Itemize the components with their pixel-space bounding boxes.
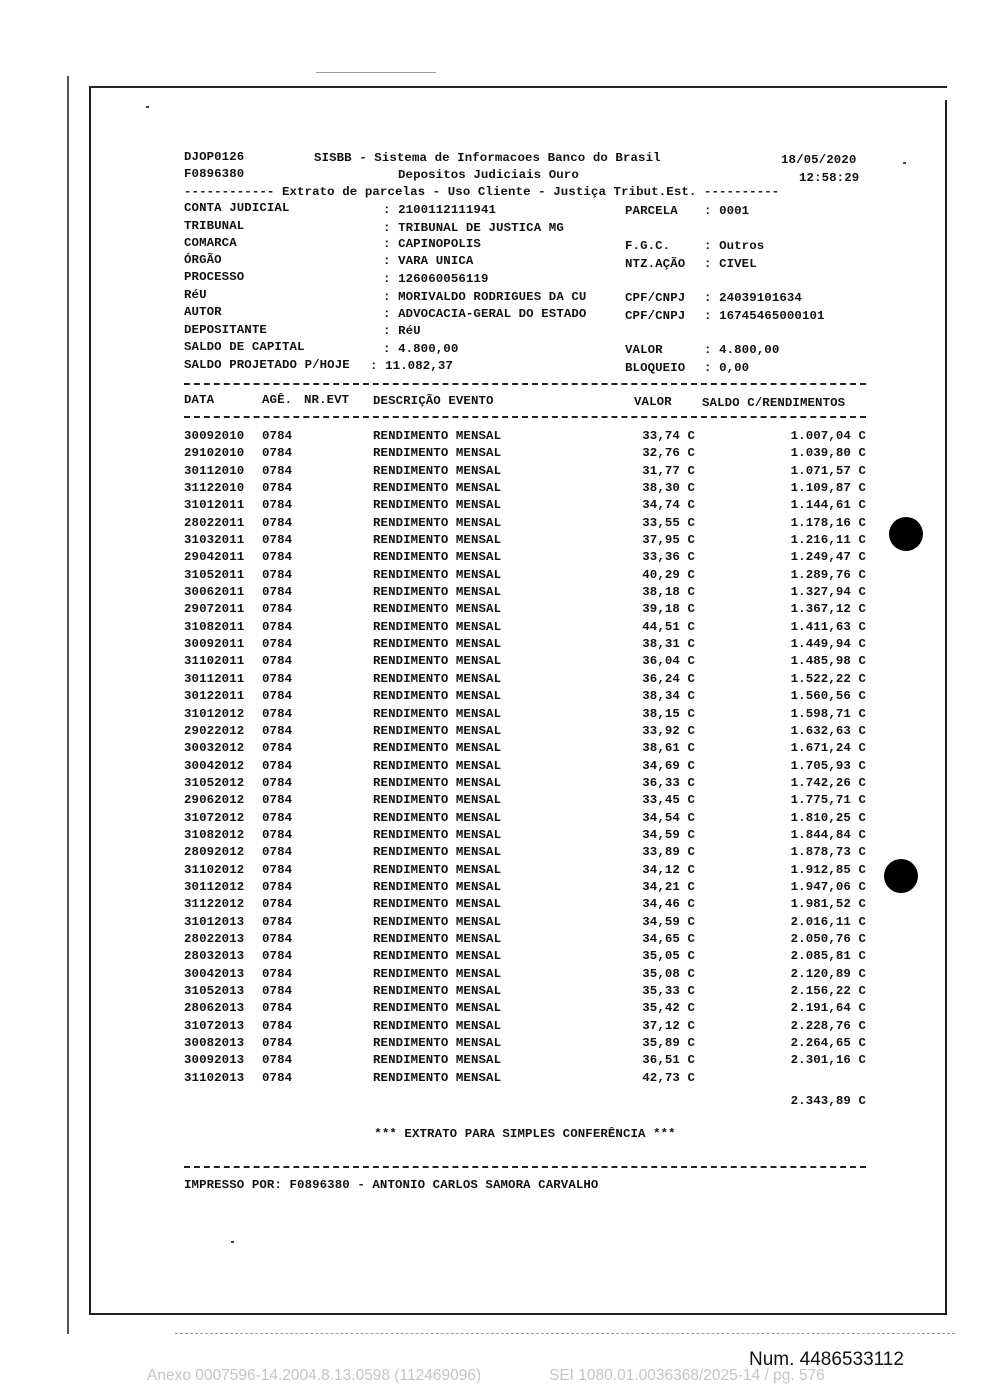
final-balance: 2.343,89 C: [790, 1094, 866, 1108]
table-row: [0, 897, 991, 914]
row-description: RENDIMENTO MENSAL: [373, 862, 502, 877]
row-balance: 1.367,12 C: [790, 602, 866, 617]
row-agency: 0784: [262, 862, 293, 877]
row-description: RENDIMENTO MENSAL: [373, 689, 502, 704]
row-agency: 0784: [262, 637, 293, 652]
row-date: 31012012: [184, 706, 245, 721]
row-date: 29072011: [184, 602, 245, 617]
row-agency: 0784: [262, 723, 293, 738]
table-row: [0, 759, 991, 776]
table-row: [0, 498, 991, 515]
row-balance: 1.007,04 C: [790, 429, 866, 443]
scan-speck: [231, 1241, 234, 1243]
row-date: 31052013: [184, 984, 245, 998]
row-agency: 0784: [262, 827, 293, 842]
table-row: [0, 828, 991, 845]
table-row: [0, 464, 991, 481]
row-value: 34,12 C: [642, 862, 695, 877]
row-balance: 1.705,93 C: [790, 758, 866, 773]
row-date: 30042012: [184, 758, 245, 773]
row-value: 34,74 C: [642, 498, 695, 513]
row-balance: 1.947,06 C: [790, 879, 866, 894]
row-value: 32,76 C: [642, 446, 695, 461]
scan-bottom-dashes: [175, 1333, 955, 1334]
row-date: 30122011: [184, 689, 245, 704]
row-value: 31,77 C: [642, 463, 695, 478]
scan-speck: [146, 106, 149, 108]
row-balance: 2.120,89 C: [790, 966, 866, 981]
field-value-tribunal: : TRIBUNAL DE JUSTICA MG: [383, 221, 564, 235]
table-row: [0, 845, 991, 862]
row-date: 29022012: [184, 723, 245, 738]
row-value: 33,92 C: [642, 723, 695, 738]
row-value: 44,51 C: [642, 619, 695, 634]
row-value: 34,65 C: [642, 931, 695, 946]
row-balance: 1.411,63 C: [790, 619, 866, 634]
row-agency: 0784: [262, 966, 293, 981]
row-value: 36,33 C: [642, 775, 695, 790]
row-description: RENDIMENTO MENSAL: [373, 706, 502, 721]
row-agency: 0784: [262, 689, 293, 704]
row-date: 29042011: [184, 550, 245, 565]
row-date: 28022013: [184, 931, 245, 946]
row-description: RENDIMENTO MENSAL: [373, 931, 502, 946]
row-description: RENDIMENTO MENSAL: [373, 1018, 502, 1033]
row-agency: 0784: [262, 602, 293, 617]
row-agency: 0784: [262, 1001, 293, 1016]
row-date: 31012011: [184, 498, 245, 513]
field-value-processo: : 126060056119: [383, 272, 489, 286]
row-date: 29062012: [184, 793, 245, 808]
row-description: RENDIMENTO MENSAL: [373, 671, 502, 686]
row-agency: 0784: [262, 567, 293, 582]
row-agency: 0784: [262, 619, 293, 634]
table-row: [0, 481, 991, 498]
row-date: 31072012: [184, 810, 245, 825]
row-description: RENDIMENTO MENSAL: [373, 1070, 502, 1085]
field-label-conta-judicial: CONTA JUDICIAL: [184, 201, 290, 215]
table-row: [0, 1071, 991, 1088]
col-header-descricao: DESCRIÇÃO EVENTO: [373, 394, 494, 408]
row-balance: 2.050,76 C: [790, 931, 866, 946]
row-value: 33,89 C: [642, 845, 695, 860]
field-label-autor-cpf: CPF/CNPJ: [625, 309, 686, 323]
row-value: 35,42 C: [642, 1001, 695, 1016]
row-date: 30092010: [184, 429, 245, 443]
row-balance: 2.156,22 C: [790, 984, 866, 998]
row-date: 30092011: [184, 637, 245, 652]
row-date: 31082011: [184, 619, 245, 634]
row-balance: 1.289,76 C: [790, 567, 866, 582]
row-agency: 0784: [262, 585, 293, 600]
table-row: [0, 724, 991, 741]
row-description: RENDIMENTO MENSAL: [373, 1053, 502, 1068]
row-date: 30112011: [184, 671, 245, 686]
row-balance: 2.016,11 C: [790, 914, 866, 929]
field-label-bloqueio: BLOQUEIO: [625, 361, 686, 375]
table-row: [0, 915, 991, 932]
row-value: 36,51 C: [642, 1053, 695, 1068]
field-value-saldo-projetado: : 11.082,37: [370, 359, 453, 373]
row-description: RENDIMENTO MENSAL: [373, 533, 502, 548]
row-agency: 0784: [262, 1053, 293, 1068]
row-date: 31102013: [184, 1070, 245, 1085]
row-description: RENDIMENTO MENSAL: [373, 758, 502, 773]
field-label-fgc: F.G.C.: [625, 239, 671, 253]
row-value: 38,61 C: [642, 741, 695, 756]
table-row: [0, 863, 991, 880]
separator-rule: [184, 383, 866, 385]
row-date: 31032011: [184, 533, 245, 548]
user-code: F0896380: [184, 167, 245, 181]
row-balance: 1.449,94 C: [790, 637, 866, 652]
row-date: 31102012: [184, 862, 245, 877]
row-agency: 0784: [262, 671, 293, 686]
row-balance: 1.109,87 C: [790, 481, 866, 496]
row-date: 31082012: [184, 827, 245, 842]
row-description: RENDIMENTO MENSAL: [373, 446, 502, 461]
separator-rule: [184, 416, 866, 418]
system-code: DJOP0126: [184, 150, 245, 164]
document-number: Num. 4486533112: [749, 1349, 904, 1370]
row-value: 36,24 C: [642, 671, 695, 686]
row-balance: 1.844,84 C: [790, 827, 866, 842]
row-description: RENDIMENTO MENSAL: [373, 498, 502, 513]
row-agency: 0784: [262, 949, 293, 964]
field-value-conta-judicial: : 2100112111941: [383, 203, 497, 217]
field-label-reu: RéU: [184, 288, 207, 302]
row-agency: 0784: [262, 533, 293, 548]
row-date: 30082013: [184, 1036, 245, 1051]
row-balance: 1.810,25 C: [790, 810, 866, 825]
field-label-tribunal: TRIBUNAL: [184, 219, 245, 233]
row-balance: 1.485,98 C: [790, 654, 866, 669]
row-date: 30112012: [184, 879, 245, 894]
row-value: 39,18 C: [642, 602, 695, 617]
row-agency: 0784: [262, 793, 293, 808]
row-date: 29102010: [184, 446, 245, 461]
field-value-autor: : ADVOCACIA-GERAL DO ESTADO: [383, 307, 587, 321]
row-value: 38,34 C: [642, 689, 695, 704]
row-description: RENDIMENTO MENSAL: [373, 879, 502, 894]
row-agency: 0784: [262, 741, 293, 756]
field-label-reu-cpf: CPF/CNPJ: [625, 291, 686, 305]
row-balance: 1.671,24 C: [790, 741, 866, 756]
table-row: [0, 793, 991, 810]
row-description: RENDIMENTO MENSAL: [373, 481, 502, 496]
row-description: RENDIMENTO MENSAL: [373, 429, 502, 443]
row-agency: 0784: [262, 1018, 293, 1033]
field-value-ntz-acao: : CIVEL: [704, 257, 757, 271]
row-agency: 0784: [262, 429, 293, 443]
table-row: [0, 967, 991, 984]
row-date: 30062011: [184, 585, 245, 600]
row-agency: 0784: [262, 897, 293, 912]
row-balance: 1.981,52 C: [790, 897, 866, 912]
row-date: 31122012: [184, 897, 245, 912]
table-row: [0, 1053, 991, 1070]
table-row: [0, 672, 991, 689]
field-value-depositante: : RéU: [383, 324, 421, 338]
row-balance: 1.249,47 C: [790, 550, 866, 565]
row-value: 34,21 C: [642, 879, 695, 894]
report-date: 18/05/2020: [781, 153, 857, 167]
sei-reference: SEI 1080.01.0036368/2025-14 / pg. 576: [549, 1367, 825, 1384]
printout-border-top: [91, 86, 947, 88]
row-value: 38,31 C: [642, 637, 695, 652]
table-row: [0, 880, 991, 897]
row-value: 36,04 C: [642, 654, 695, 669]
field-label-processo: PROCESSO: [184, 270, 245, 284]
row-date: 31122010: [184, 481, 245, 496]
field-label-saldo-projetado: SALDO PROJETADO P/HOJE: [184, 358, 350, 372]
transaction-list: [0, 429, 991, 1088]
row-date: 31012013: [184, 914, 245, 929]
table-row: [0, 654, 991, 671]
col-header-nr-evt: NR.EVT: [304, 393, 350, 407]
table-row: [0, 811, 991, 828]
row-date: 30112010: [184, 463, 245, 478]
row-balance: 2.264,65 C: [790, 1036, 866, 1051]
row-balance: 1.775,71 C: [790, 793, 866, 808]
row-description: RENDIMENTO MENSAL: [373, 654, 502, 669]
field-value-orgao: : VARA UNICA: [383, 254, 474, 268]
row-agency: 0784: [262, 775, 293, 790]
row-date: 30032012: [184, 741, 245, 756]
conference-note: *** EXTRATO PARA SIMPLES CONFERÊNCIA ***: [374, 1127, 676, 1141]
row-agency: 0784: [262, 810, 293, 825]
table-row: [0, 446, 991, 463]
row-value: 34,59 C: [642, 914, 695, 929]
row-agency: 0784: [262, 481, 293, 496]
table-row: [0, 533, 991, 550]
row-description: RENDIMENTO MENSAL: [373, 619, 502, 634]
row-agency: 0784: [262, 498, 293, 513]
row-value: 34,69 C: [642, 758, 695, 773]
row-description: RENDIMENTO MENSAL: [373, 827, 502, 842]
row-balance: 2.228,76 C: [790, 1018, 866, 1033]
table-row: [0, 932, 991, 949]
row-value: 37,95 C: [642, 533, 695, 548]
row-value: 34,46 C: [642, 897, 695, 912]
table-row: [0, 741, 991, 758]
row-value: 38,18 C: [642, 585, 695, 600]
field-value-valor: : 4.800,00: [704, 343, 780, 357]
row-value: 35,08 C: [642, 966, 695, 981]
row-description: RENDIMENTO MENSAL: [373, 515, 502, 530]
row-date: 31102011: [184, 654, 245, 669]
row-description: RENDIMENTO MENSAL: [373, 550, 502, 565]
report-time: 12:58:29: [799, 171, 860, 185]
row-description: RENDIMENTO MENSAL: [373, 637, 502, 652]
table-row: [0, 949, 991, 966]
row-balance: 1.522,22 C: [790, 671, 866, 686]
row-description: RENDIMENTO MENSAL: [373, 845, 502, 860]
row-description: RENDIMENTO MENSAL: [373, 793, 502, 808]
row-value: 33,45 C: [642, 793, 695, 808]
row-value: 37,12 C: [642, 1018, 695, 1033]
row-value: 38,30 C: [642, 481, 695, 496]
field-label-ntz-acao: NTZ.AÇÃO: [625, 257, 686, 271]
field-label-depositante: DEPOSITANTE: [184, 323, 267, 337]
row-description: RENDIMENTO MENSAL: [373, 966, 502, 981]
separator-rule: [184, 1166, 866, 1168]
table-row: [0, 984, 991, 1001]
field-value-fgc: : Outros: [704, 239, 765, 253]
row-agency: 0784: [262, 515, 293, 530]
row-balance: 1.071,57 C: [790, 463, 866, 478]
table-row: [0, 689, 991, 706]
table-row: [0, 602, 991, 619]
row-balance: 1.632,63 C: [790, 723, 866, 738]
row-date: 28062013: [184, 1001, 245, 1016]
field-label-saldo-capital: SALDO DE CAPITAL: [184, 340, 305, 354]
subsystem-name: Depositos Judiciais Ouro: [398, 168, 579, 182]
row-balance: 1.178,16 C: [790, 515, 866, 530]
row-balance: 1.742,26 C: [790, 775, 866, 790]
system-name: SISBB - Sistema de Informacoes Banco do Brasil: [314, 151, 661, 165]
field-value-reu: : MORIVALDO RODRIGUES DA CU: [383, 290, 587, 304]
row-description: RENDIMENTO MENSAL: [373, 602, 502, 617]
col-header-data: DATA: [184, 393, 215, 407]
row-agency: 0784: [262, 654, 293, 669]
field-value-autor-cpf: : 16745465000101: [704, 309, 825, 323]
row-value: 38,15 C: [642, 706, 695, 721]
row-date: 31052012: [184, 775, 245, 790]
row-agency: 0784: [262, 984, 293, 998]
table-row: [0, 568, 991, 585]
row-agency: 0784: [262, 1036, 293, 1051]
row-agency: 0784: [262, 446, 293, 461]
field-value-saldo-capital: : 4.800,00: [383, 342, 459, 356]
row-agency: 0784: [262, 845, 293, 860]
row-value: 34,54 C: [642, 810, 695, 825]
row-value: 40,29 C: [642, 567, 695, 582]
row-value: 35,05 C: [642, 949, 695, 964]
row-balance: 1.598,71 C: [790, 706, 866, 721]
row-description: RENDIMENTO MENSAL: [373, 741, 502, 756]
row-value: 35,33 C: [642, 984, 695, 998]
row-agency: 0784: [262, 879, 293, 894]
row-date: 28032013: [184, 949, 245, 964]
row-value: 33,55 C: [642, 515, 695, 530]
field-value-parcela: : 0001: [704, 204, 750, 218]
row-agency: 0784: [262, 931, 293, 946]
row-agency: 0784: [262, 758, 293, 773]
row-description: RENDIMENTO MENSAL: [373, 984, 502, 998]
col-header-agencia: AGÊ.: [262, 393, 293, 407]
row-description: RENDIMENTO MENSAL: [373, 585, 502, 600]
scan-speck: [903, 162, 906, 164]
row-agency: 0784: [262, 706, 293, 721]
row-description: RENDIMENTO MENSAL: [373, 810, 502, 825]
row-agency: 0784: [262, 550, 293, 565]
printed-by: IMPRESSO POR: F0896380 - ANTONIO CARLOS SAMORA CARVALHO: [184, 1178, 599, 1192]
row-balance: 1.216,11 C: [790, 533, 866, 548]
col-header-saldo: SALDO C/RENDIMENTOS: [702, 396, 846, 410]
row-description: RENDIMENTO MENSAL: [373, 567, 502, 582]
row-description: RENDIMENTO MENSAL: [373, 1001, 502, 1016]
table-row: [0, 585, 991, 602]
row-balance: 2.301,16 C: [790, 1053, 866, 1068]
row-balance: 1.039,80 C: [790, 446, 866, 461]
row-description: RENDIMENTO MENSAL: [373, 723, 502, 738]
col-header-valor: VALOR: [634, 395, 672, 409]
row-description: RENDIMENTO MENSAL: [373, 463, 502, 478]
row-agency: 0784: [262, 1070, 293, 1085]
row-balance: 1.144,61 C: [790, 498, 866, 513]
row-balance: 2.191,64 C: [790, 1001, 866, 1016]
row-date: 28092012: [184, 845, 245, 860]
row-balance: 2.085,81 C: [790, 949, 866, 964]
row-date: 31072013: [184, 1018, 245, 1033]
table-row: [0, 620, 991, 637]
row-date: 28022011: [184, 515, 245, 530]
field-value-reu-cpf: : 24039101634: [704, 291, 802, 305]
table-row: [0, 637, 991, 654]
table-row: [0, 1001, 991, 1018]
row-agency: 0784: [262, 914, 293, 929]
row-balance: 1.878,73 C: [790, 845, 866, 860]
row-balance: 1.327,94 C: [790, 585, 866, 600]
printout-border-bottom: [89, 1313, 947, 1315]
field-value-comarca: : CAPINOPOLIS: [383, 237, 481, 251]
row-description: RENDIMENTO MENSAL: [373, 897, 502, 912]
row-date: 31052011: [184, 567, 245, 582]
row-date: 30042013: [184, 966, 245, 981]
row-description: RENDIMENTO MENSAL: [373, 775, 502, 790]
extract-title: ------------ Extrato de parcelas - Uso Cliente - Justiça Tribut.Est. ----------: [184, 185, 780, 199]
table-row: [0, 516, 991, 533]
table-row: [0, 1019, 991, 1036]
row-date: 30092013: [184, 1053, 245, 1068]
row-value: 33,36 C: [642, 550, 695, 565]
table-row: [0, 1036, 991, 1053]
field-label-valor: VALOR: [625, 343, 663, 357]
row-value: 42,73 C: [642, 1070, 695, 1085]
row-description: RENDIMENTO MENSAL: [373, 914, 502, 929]
table-row: [0, 776, 991, 793]
field-value-bloqueio: : 0,00: [704, 361, 750, 375]
row-value: 35,89 C: [642, 1036, 695, 1051]
row-description: RENDIMENTO MENSAL: [373, 1036, 502, 1051]
scan-top-mark: [316, 72, 436, 73]
table-row: [0, 550, 991, 567]
table-row: [0, 429, 991, 446]
row-description: RENDIMENTO MENSAL: [373, 949, 502, 964]
row-agency: 0784: [262, 463, 293, 478]
field-label-autor: AUTOR: [184, 305, 222, 319]
table-row: [0, 707, 991, 724]
row-balance: 1.912,85 C: [790, 862, 866, 877]
field-label-parcela: PARCELA: [625, 204, 678, 218]
annex-reference: Anexo 0007596-14.2004.8.13.0598 (112469096): [147, 1367, 482, 1384]
field-label-orgao: ÓRGÃO: [184, 253, 222, 267]
row-balance: 1.560,56 C: [790, 689, 866, 704]
field-label-comarca: COMARCA: [184, 236, 237, 250]
row-value: 34,59 C: [642, 827, 695, 842]
row-value: 33,74 C: [642, 429, 695, 443]
